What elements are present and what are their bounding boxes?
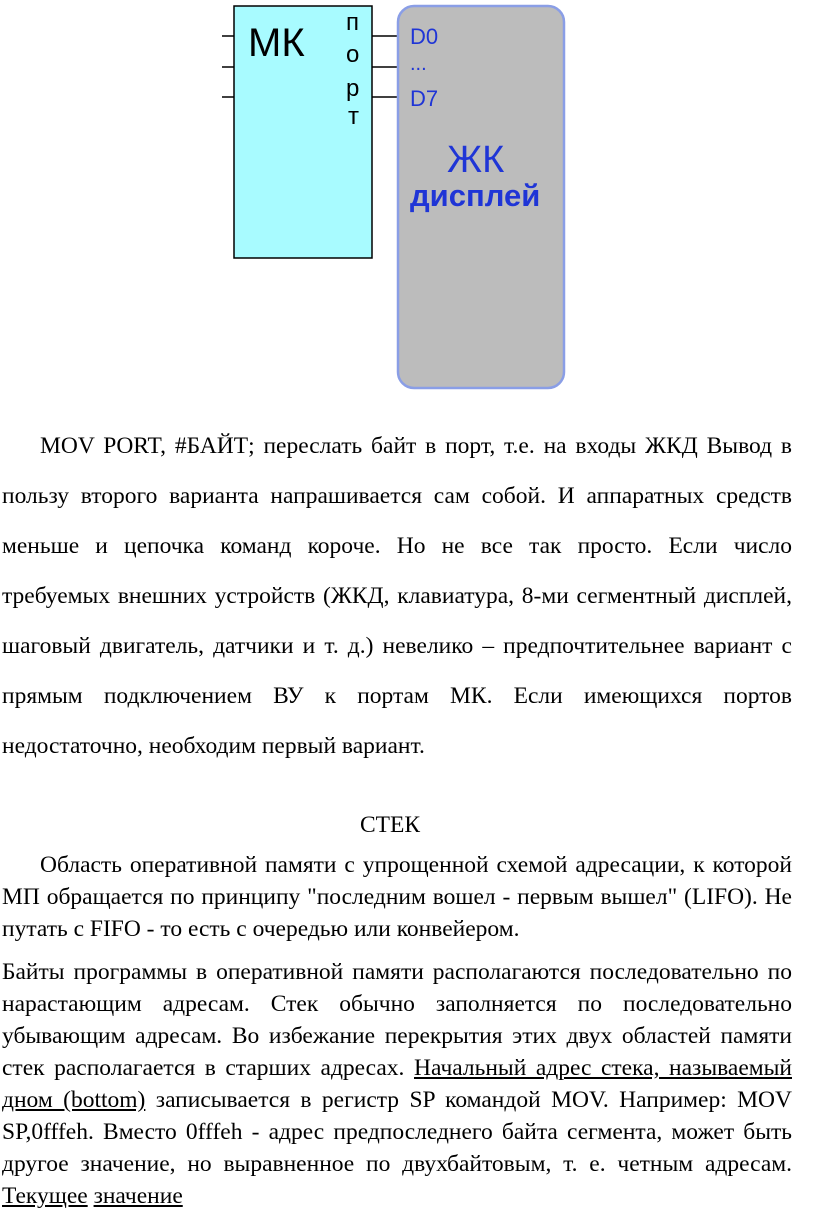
current-term: Текущее [2,1183,88,1209]
port-letter: р [346,75,360,102]
pin-label-ellipsis: ... [410,53,427,75]
port-letter: п [346,9,359,36]
mcu-label: МК [248,21,305,65]
pin-label-d7: D7 [410,86,439,111]
stack-details-text: Байты программы в оперативной памяти располагаются последовательно по нарастающим адресам. Стек обычно заполняется по последовательно убывающим адресам. Во избежание перекрытия этих двух областей памяти стек располагается в старших адресах. [2,959,792,1081]
section-heading-stack: СТЕК [360,812,421,838]
port-letter: т [348,103,359,130]
mcu-lcd-diagram [0,0,816,400]
paragraph-stack-definition: Область оперативной памяти с упрощенной схемой адресации, к которой МП обращается по принципу "последним вошел - первым вышел" (LIFO). Не путать с FIFO - то есть с очередью или конвейером. [2,852,792,942]
pin-label-d0: D0 [410,24,439,49]
stack-bottom-term: Начальный адрес стека, называемый дном (bottom) [2,1055,792,1113]
lcd-subtitle: дисплей [410,178,541,213]
stack-details-text-2: записывается в регистр SP командой MOV. Например: MOV SP,0fffeh. Вместо 0fffeh - адрес предпоследнего байта сегмента, может быть другое значение, но выравненное по двухбайтовым, т. е. четным адресам. [2,1087,792,1177]
lcd-title: ЖК [447,139,505,181]
value-term: значение [93,1183,183,1209]
port-letter: о [346,41,360,68]
paragraph-stack-details [2,956,792,1212]
paragraph-port-output: MOV PORT, #БАЙТ; переслать байт в порт, т.е. на входы ЖКД Вывод в пользу второго варианта напрашивается сам собой. И аппаратных средств меньше и цепочка команд короче. Но не все так просто. Если число требуемых внешних устройств (ЖКД, клавиатура, 8-ми сегментный дисплей, шаговый двигатель, датчики и т. д.) невелико – предпочтительнее вариант с прямым подключением ВУ к портам МК. Если имеющихся портов недостаточно, необходим первый вариант. [2,433,792,759]
